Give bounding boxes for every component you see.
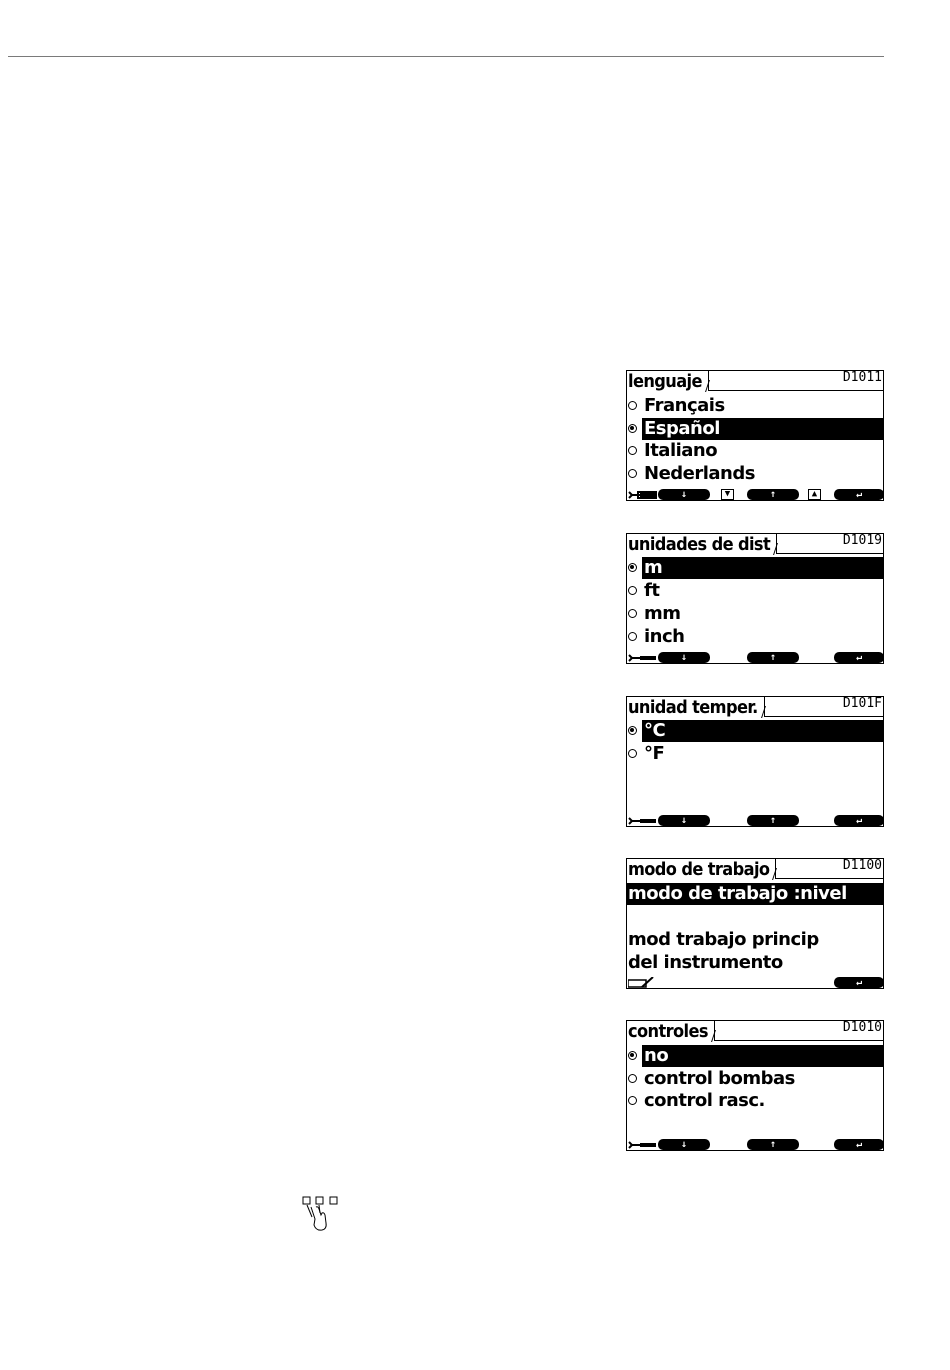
option-label: °C	[642, 720, 884, 742]
option-row[interactable]	[627, 743, 883, 765]
option-row[interactable]	[627, 463, 883, 485]
option-label: Italiano	[644, 440, 718, 461]
option-label: control rasc.	[644, 1090, 765, 1111]
display-screen-modo-de-trabajo	[626, 858, 884, 989]
option-label: mm	[644, 603, 681, 624]
screen-code: D1100	[842, 858, 882, 873]
option-label: °F	[644, 743, 665, 764]
option-row-selected[interactable]	[627, 418, 883, 440]
display-screen-unidades-de-dist	[626, 533, 884, 664]
option-row[interactable]	[627, 1068, 883, 1090]
radio-off-icon	[628, 446, 637, 455]
header-rule	[8, 56, 884, 57]
softkey-bar	[627, 814, 883, 826]
up-arrow-button[interactable]: ↑	[747, 1139, 799, 1150]
selected-value-row[interactable]	[627, 883, 883, 905]
option-row[interactable]	[627, 1090, 883, 1112]
screen-code: D1019	[842, 533, 882, 548]
scroll-down-icon[interactable]: ▼	[721, 489, 734, 500]
edit-icon[interactable]	[628, 977, 654, 988]
display-screen-lenguaje	[626, 370, 884, 501]
wrench-icon[interactable]	[628, 491, 658, 499]
info-text: del instrumento	[628, 952, 783, 973]
info-text: mod trabajo princip	[628, 929, 819, 950]
wrench-icon[interactable]	[628, 654, 658, 662]
screen-code: D1011	[842, 370, 882, 385]
radio-on-icon	[628, 726, 637, 735]
radio-off-icon	[628, 1096, 637, 1105]
screen-code: D1010	[842, 1020, 882, 1035]
screen-code: D101F	[842, 696, 882, 711]
info-line	[627, 929, 883, 951]
option-row[interactable]	[627, 395, 883, 417]
info-line	[627, 952, 883, 974]
option-label: Nederlands	[644, 463, 755, 484]
up-arrow-button[interactable]: ↑	[747, 815, 799, 826]
down-arrow-button[interactable]: ↓	[658, 815, 710, 826]
wrench-icon[interactable]	[628, 817, 658, 825]
softkey-bar	[627, 976, 883, 988]
down-arrow-button[interactable]: ↓	[658, 489, 710, 500]
enter-button[interactable]: ↵	[834, 489, 884, 500]
option-row-selected[interactable]	[627, 557, 883, 579]
radio-on-icon	[628, 563, 637, 572]
radio-off-icon	[628, 586, 637, 595]
screen-title: lenguaje	[627, 371, 709, 391]
radio-off-icon	[628, 469, 637, 478]
enter-button[interactable]: ↵	[834, 652, 884, 663]
radio-off-icon	[628, 401, 637, 410]
scroll-up-icon[interactable]: ▲	[808, 489, 821, 500]
option-row[interactable]	[627, 603, 883, 625]
softkey-bar	[627, 1138, 883, 1150]
radio-on-icon	[628, 424, 637, 433]
wrench-icon[interactable]	[628, 1141, 658, 1149]
radio-off-icon	[628, 609, 637, 618]
screen-title: controles	[627, 1021, 715, 1041]
display-screen-unidad-temper	[626, 696, 884, 827]
radio-off-icon	[628, 632, 637, 641]
option-row-selected[interactable]	[627, 720, 883, 742]
screen-title: unidad temper.	[627, 697, 765, 717]
option-row[interactable]	[627, 440, 883, 462]
option-label: Español	[642, 418, 884, 440]
display-screen-controles	[626, 1020, 884, 1151]
enter-button[interactable]: ↵	[834, 977, 884, 988]
option-row[interactable]	[627, 626, 883, 648]
radio-on-icon	[628, 1051, 637, 1060]
up-arrow-button[interactable]: ↑	[747, 652, 799, 663]
screen-title: modo de trabajo	[627, 859, 776, 879]
option-label: control bombas	[644, 1068, 795, 1089]
option-label: Français	[644, 395, 725, 416]
screen-title: unidades de dist	[627, 534, 777, 554]
radio-off-icon	[628, 1074, 637, 1083]
option-label: m	[642, 557, 884, 579]
option-row[interactable]	[627, 580, 883, 602]
option-label: inch	[644, 626, 685, 647]
option-row-selected[interactable]	[627, 1045, 883, 1067]
hand-pointer-icon	[302, 1195, 340, 1233]
option-label: ft	[644, 580, 660, 601]
softkey-bar	[627, 651, 883, 663]
option-label: no	[642, 1045, 884, 1067]
softkey-bar	[627, 488, 883, 500]
selected-value-label: modo de trabajo :nivel	[628, 883, 847, 904]
enter-button[interactable]: ↵	[834, 1139, 884, 1150]
enter-button[interactable]: ↵	[834, 815, 884, 826]
down-arrow-button[interactable]: ↓	[658, 1139, 710, 1150]
down-arrow-button[interactable]: ↓	[658, 652, 710, 663]
up-arrow-button[interactable]: ↑	[747, 489, 799, 500]
radio-off-icon	[628, 749, 637, 758]
